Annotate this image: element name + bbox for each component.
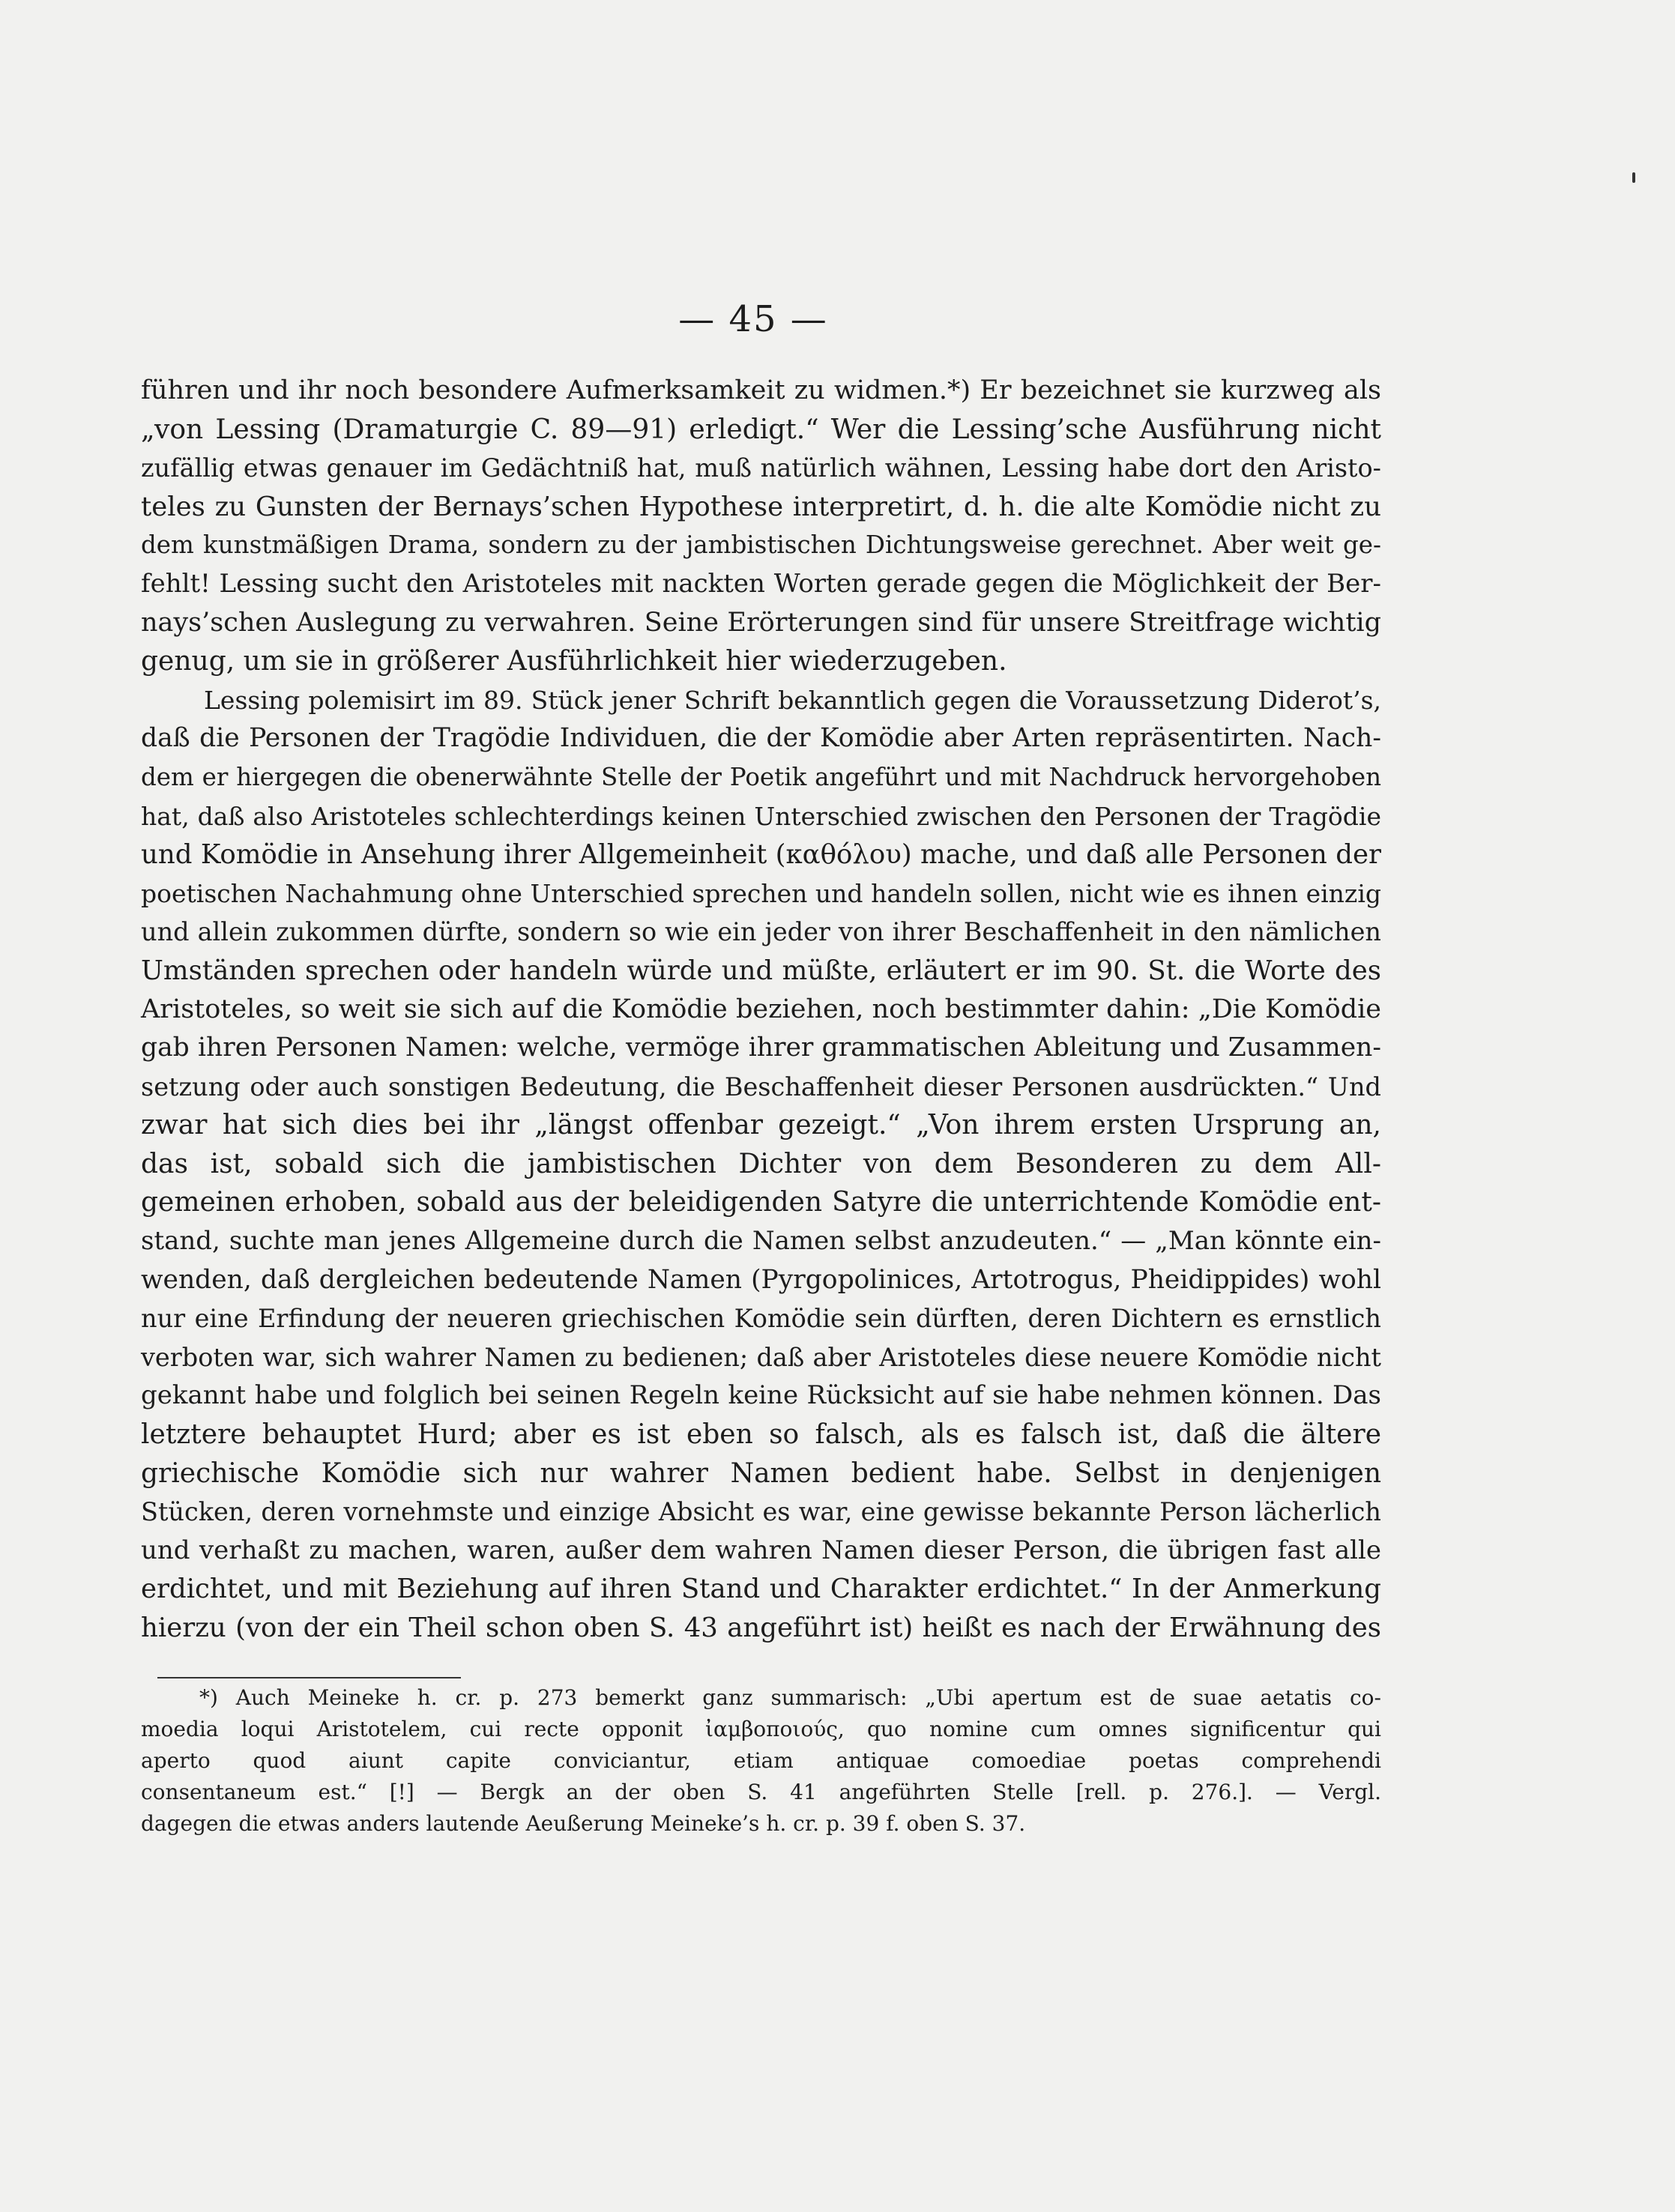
text-line: und verhaßt zu machen, waren, außer dem wahren Namen dieser Person, die übrigen fast alle — [141, 1535, 1381, 1565]
text-line: poetischen Nachahmung ohne Unterschied sprechen und handeln sollen, nicht wie es ihnen einzig — [141, 878, 1381, 908]
footnote — [141, 1682, 1381, 1840]
text-line: letztere behauptet Hurd; aber es ist eben so falsch, als es falsch ist, daß die ältere — [141, 1419, 1381, 1451]
footnote-line: *) Auch Meineke h. cr. p. 273 bemerkt ganz summarisch: „Ubi apertum est de suae aetatis co- — [199, 1685, 1381, 1710]
text-line: „von Lessing (Dramaturgie C. 89—91) erledigt.“ Wer die Lessing’sche Ausführung nicht — [141, 414, 1381, 445]
footnote-line: moedia loqui Aristotelem, cui recte opponit ἰαμβοποιούς, quo nomine cum omnes significentur qui — [141, 1717, 1381, 1741]
text-line: und allein zukommen dürfte, sondern so wie ein jeder von ihrer Beschaffenheit in den nämlichen — [141, 917, 1381, 947]
scan-speck — [1632, 172, 1635, 183]
text-line: verboten war, sich wahrer Namen zu bedienen; daß aber Aristoteles diese neuere Komödie nicht — [141, 1342, 1381, 1372]
text-line: teles zu Gunsten der Bernays’schen Hypothese interpretirt, d. h. die alte Komödie nicht zu — [141, 491, 1381, 522]
text-line: fehlt! Lessing sucht den Aristoteles mit nackten Worten gerade gegen die Möglichkeit der Ber- — [141, 568, 1381, 599]
text-line: hierzu (von der ein Theil schon oben S. 43 angeführt ist) heißt es nach der Erwähnung des — [141, 1613, 1381, 1643]
text-line: stand, suchte man jenes Allgemeine durch die Namen selbst anzudeuten.“ — „Man könnte ein- — [141, 1226, 1381, 1257]
page-number: — 45 — — [678, 298, 828, 340]
body-text — [141, 372, 1381, 1648]
text-line: hat, daß also Aristoteles schlechterdings keinen Unterschied zwischen den Personen der Tragödie — [141, 801, 1381, 831]
text-line: setzung oder auch sonstigen Bedeutung, die Beschaffenheit dieser Personen ausdrückten.“ Und — [141, 1072, 1381, 1102]
text-line: daß die Personen der Tragödie Individuen, die der Komödie aber Arten repräsentirten. Nach- — [141, 723, 1381, 754]
text-line: gemeinen erhoben, sobald aus der beleidigenden Satyre die unterrichtende Komödie ent- — [141, 1187, 1381, 1218]
text-line: zwar hat sich dies bei ihr „längst offenbar gezeigt.“ „Von ihrem ersten Ursprung an, — [141, 1110, 1381, 1141]
text-line: erdichtet, und mit Beziehung auf ihren Stand und Charakter erdichtet.“ In der Anmerkung — [141, 1574, 1381, 1605]
text-line: Aristoteles, so weit sie sich auf die Komödie beziehen, noch bestimmter dahin: „Die Komödie — [141, 994, 1381, 1024]
text-line: nays’schen Auslegung zu verwahren. Seine Erörterungen sind für unsere Streitfrage wichtig — [141, 607, 1381, 638]
text-line: und Komödie in Ansehung ihrer Allgemeinheit (καθόλου) mache, und daß alle Personen der — [141, 839, 1381, 871]
text-line: genug, um sie in größerer Ausführlichkeit hier wiederzugeben. — [141, 646, 1007, 677]
footnote-line: dagegen die etwas anders lautende Aeußerung Meineke’s h. cr. p. 39 f. oben S. 37. — [141, 1811, 1026, 1836]
text-line: nur eine Erfindung der neueren griechischen Komödie sein dürften, deren Dichtern es ernstlich — [141, 1304, 1381, 1334]
text-line: wenden, daß dergleichen bedeutende Namen (Pyrgopolinices, Artotrogus, Pheidippides) wohl — [141, 1264, 1381, 1295]
text-line: gekannt habe und folglich bei seinen Regeln keine Rücksicht auf sie habe nehmen können. Das — [141, 1380, 1381, 1411]
text-line: griechische Komödie sich nur wahrer Namen bedient habe. Selbst in denjenigen — [141, 1457, 1381, 1489]
text-line: Stücken, deren vornehmste und einzige Absicht es war, eine gewisse bekannte Person lächerlich — [141, 1497, 1381, 1527]
footnote-rule — [157, 1677, 461, 1678]
text-line: dem er hiergegen die obenerwähnte Stelle der Poetik angeführt und mit Nachdruck hervorgehoben — [141, 762, 1381, 791]
footnote-line: aperto quod aiunt capite conviciantur, etiam antiquae comoediae poetas comprehendi — [141, 1748, 1381, 1773]
text-line: Umständen sprechen oder handeln würde und müßte, erläutert er im 90. St. die Worte des — [141, 955, 1381, 986]
text-line: Lessing polemisirt im 89. Stück jener Schrift bekanntlich gegen die Voraussetzung Diderot’s, — [204, 685, 1381, 715]
footnote-line: consentaneum est.“ [!] — Bergk an der oben S. 41 angeführten Stelle [rell. p. 276.]. — Vergl. — [141, 1780, 1381, 1804]
text-line: führen und ihr noch besondere Aufmerksamkeit zu widmen.*) Er bezeichnet sie kurzweg als — [141, 375, 1381, 405]
text-line: dem kunstmäßigen Drama, sondern zu der jambistischen Dichtungsweise gerechnet. Aber weit ge- — [141, 531, 1381, 560]
text-line: zufällig etwas genauer im Gedächtniß hat, muß natürlich wähnen, Lessing habe dort den Aristo- — [141, 453, 1381, 483]
text-line: gab ihren Personen Namen: welche, vermöge ihrer grammatischen Ableitung und Zusammen- — [141, 1033, 1381, 1063]
text-line: das ist, sobald sich die jambistischen Dichter von dem Besonderen zu dem All- — [141, 1148, 1381, 1179]
